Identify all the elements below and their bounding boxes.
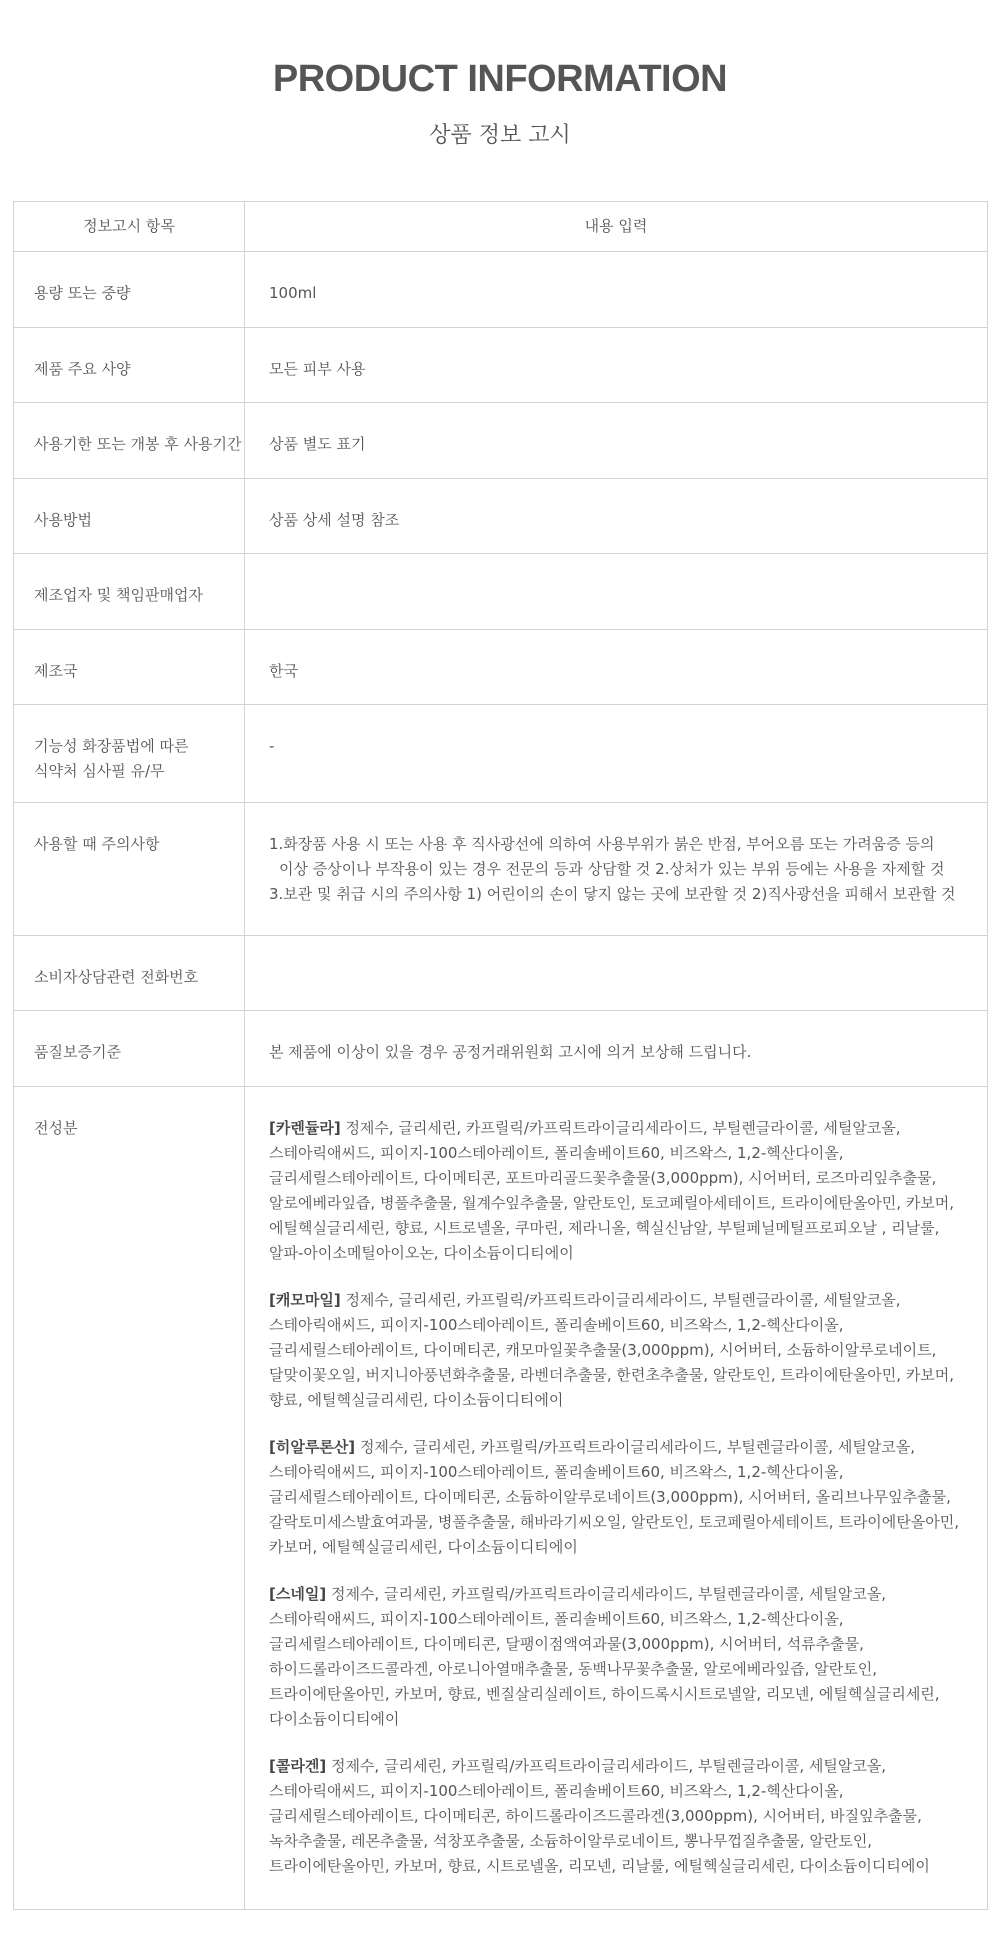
row-label-usage: 사용방법 [14, 479, 245, 554]
caution-line: 3.보관 및 취급 시의 주의사항 1) 어린이의 손이 닿지 않는 곳에 보관할 것 2)직사광선을 피해서 보관할 것 [269, 885, 956, 903]
row-label-phone: 소비자상담관련 전화번호 [14, 936, 245, 1011]
ingredient-name: [콜라겐] [269, 1757, 327, 1775]
table-row [14, 403, 988, 479]
ingredient-text: 정제수, 글리세린, 카프릴릭/카프릭트라이글리세라이드, 부틸렌글라이콜, 세틸알코올, 스테아릭애씨드, 피이지-100스테아레이트, 폴리솔베이트60, 비즈왁스, 1,2-헥산다이올, 글리세릴스테아레이트, 다이메티콘, 하이드롤라이즈드콜라겐(3,000ppm), 시어버터, 바질잎추출물, 녹차추출물, 레몬추출물, 석창포추출물, 소듐하이알루로네이트, 뽕나무껍질추출물, 알란토인, 트라이에탄올아민, 카보머, 향료, 시트로넬올, 리모넨, 리날룰, 에틸헥실글리세린, 다이소듐이디티에이 [269, 1757, 930, 1875]
row-label-ingredients: 전성분 [14, 1087, 245, 1910]
page-title: PRODUCT INFORMATION [272, 58, 728, 100]
ingredient-text: 정제수, 글리세린, 카프릴릭/카프릭트라이글리세라이드, 부틸렌글라이콜, 세틸알코올, 스테아릭애씨드, 피이지-100스테아레이트, 폴리솔베이트60, 비즈왁스, 1,2-헥산다이올, 글리세릴스테아레이트, 다이메티콘, 소듐하이알루로네이트(3,000ppm), 시어버터, 올리브나무잎추출물, 갈락토미세스발효여과물, 병풀추출물, 해바라기씨오일, 알란토인, 토코페릴아세테이트, 트라이에탄올아민, 카보머, 에틸헥실글리세린, 다이소듐이디티에이 [269, 1438, 960, 1556]
row-value-spec: 모든 피부 사용 [245, 328, 988, 403]
table-row [14, 554, 988, 630]
ingredient-block [269, 1116, 967, 1266]
row-label-volume: 용량 또는 중량 [14, 252, 245, 328]
page-subtitle: 상품 정보 고시 [429, 123, 571, 148]
row-value-volume: 100ml [245, 252, 988, 328]
table-row [14, 252, 988, 328]
ingredient-name: [캐모마일] [269, 1291, 341, 1309]
row-value-phone [245, 936, 988, 1011]
row-value-functional: - [245, 705, 988, 803]
row-value-expiry: 상품 별도 표기 [245, 403, 988, 479]
ingredient-block [269, 1754, 967, 1879]
table-row [14, 705, 988, 803]
row-label-caution: 사용할 때 주의사항 [14, 803, 245, 936]
table-row [14, 1011, 988, 1087]
row-label-spec: 제품 주요 사양 [14, 328, 245, 403]
table-row [14, 630, 988, 705]
ingredient-name: [히알루론산] [269, 1438, 356, 1456]
row-value-ingredients [245, 1087, 988, 1910]
table-row [14, 1087, 988, 1910]
row-label-country: 제조국 [14, 630, 245, 705]
table-header-row [14, 202, 988, 252]
row-label-functional: 기능성 화장품법에 따른 식약처 심사필 유/무 [14, 705, 245, 803]
table-row [14, 936, 988, 1011]
row-value-country: 한국 [245, 630, 988, 705]
ingredient-text: 정제수, 글리세린, 카프릴릭/카프릭트라이글리세라이드, 부틸렌글라이콜, 세틸알코올, 스테아릭애씨드, 피이지-100스테아레이트, 폴리솔베이트60, 비즈왁스, 1,2-헥산다이올, 글리세릴스테아레이트, 다이메티콘, 캐모마일꽃추출물(3,000ppm), 시어버터, 소듐하이알루로네이트, 달맞이꽃오일, 버지니아풍년화추출물, 라벤더추출물, 한련초추출물, 알란토인, 트라이에탄올아민, 카보머, 향료, 에틸헥실글리세린, 다이소듐이디티에이 [269, 1291, 955, 1409]
ingredient-text: 정제수, 글리세린, 카프릴릭/카프릭트라이글리세라이드, 부틸렌글라이콜, 세틸알코올, 스테아릭애씨드, 피이지-100스테아레이트, 폴리솔베이트60, 비즈왁스, 1,2-헥산다이올, 글리세릴스테아레이트, 다이메티콘, 포트마리골드꽃추출물(3,000ppm), 시어버터, 로즈마리잎추출물, 알로에베라잎즙, 병풀추출물, 월계수잎추출물, 알란토인, 토코페릴아세테이트, 트라이에탄올아민, 카보머, 에틸헥실글리세린, 향료, 시트로넬올, 쿠마린, 제라니올, 헥실신남알, 부틸페닐메틸프로피오날 , 리날룰, 알파-아이소메틸아이오논, 다이소듐이디티에이 [269, 1119, 955, 1262]
caution-line: 1.화장품 사용 시 또는 사용 후 직사광선에 의하여 사용부위가 붉은 반점, 부어오름 또는 가려움증 등의 [269, 835, 935, 853]
row-value-manufacturer [245, 554, 988, 630]
row-value-caution [245, 803, 988, 936]
row-label-expiry: 사용기한 또는 개봉 후 사용기간 [14, 403, 245, 479]
caution-line: 이상 증상이나 부작용이 있는 경우 전문의 등과 상담할 것 2.상처가 있는 부위 등에는 사용을 자제할 것 [279, 860, 945, 878]
row-label-quality: 품질보증기준 [14, 1011, 245, 1087]
header-content: 내용 입력 [245, 202, 988, 252]
header-item: 정보고시 항목 [14, 202, 245, 252]
ingredient-name: [카렌듈라] [269, 1119, 341, 1137]
ingredient-text: 정제수, 글리세린, 카프릴릭/카프릭트라이글리세라이드, 부틸렌글라이콜, 세틸알코올, 스테아릭애씨드, 피이지-100스테아레이트, 폴리솔베이트60, 비즈왁스, 1,2-헥산다이올, 글리세릴스테아레이트, 다이메티콘, 달팽이점액여과물(3,000ppm), 시어버터, 석류추출물, 하이드롤라이즈드콜라겐, 아로니아열매추출물, 동백나무꽃추출물, 알로에베라잎즙, 알란토인, 트라이에탄올아민, 카보머, 향료, 벤질살리실레이트, 하이드록시시트로넬알, 리모넨, 에틸헥실글리세린, 다이소듐이디티에이 [269, 1585, 940, 1728]
product-info-table [13, 201, 988, 1910]
table-row [14, 803, 988, 936]
table-row [14, 328, 988, 403]
row-value-quality: 본 제품에 이상이 있을 경우 공정거래위원회 고시에 의거 보상해 드립니다. [245, 1011, 988, 1087]
ingredient-name: [스네일] [269, 1585, 327, 1603]
row-label-manufacturer: 제조업자 및 책임판매업자 [14, 554, 245, 630]
row-value-usage: 상품 상세 설명 참조 [245, 479, 988, 554]
ingredient-block [269, 1288, 967, 1413]
ingredient-block [269, 1582, 967, 1732]
ingredient-block [269, 1435, 967, 1560]
table-row [14, 479, 988, 554]
